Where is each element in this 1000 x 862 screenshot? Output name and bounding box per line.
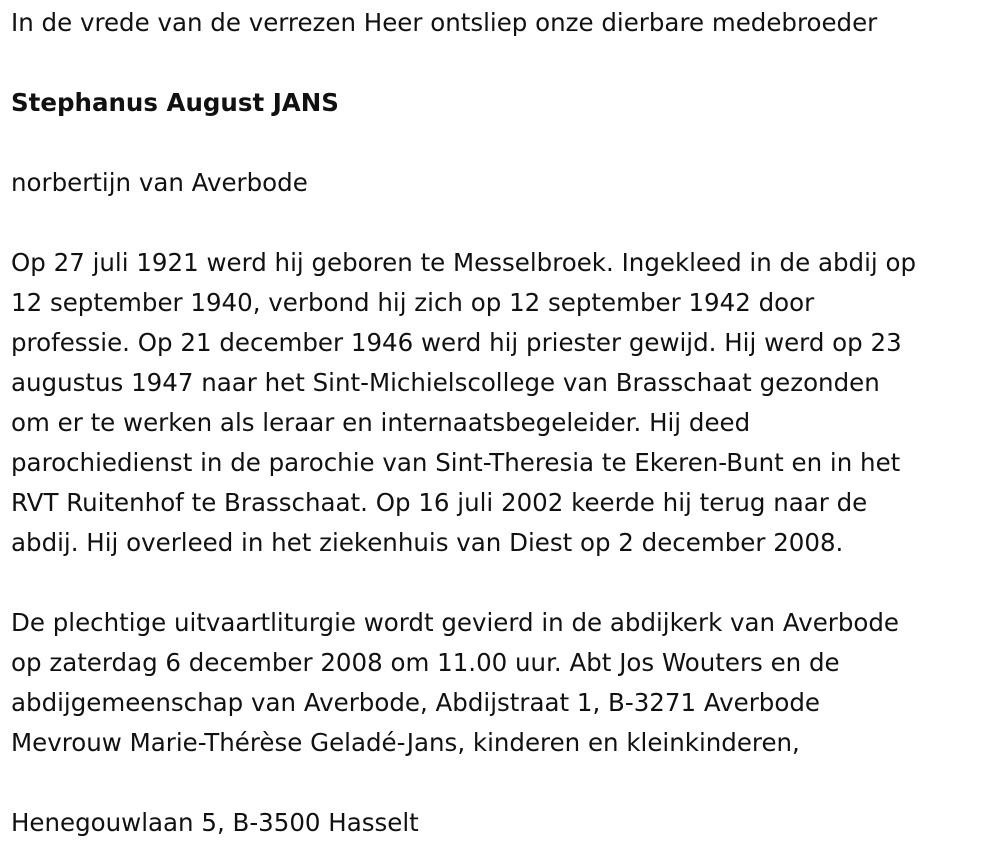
funeral-line: op zaterdag 6 december 2008 om 11.00 uur. Abt Jos Wouters en de [11, 648, 840, 677]
funeral-line: De plechtige uitvaartliturgie wordt gevierd in de abdijkerk van Averbode [11, 608, 900, 637]
biography-line: parochiedienst in de parochie van Sint-Theresia te Ekeren-Bunt en in het [11, 448, 901, 477]
biography-line: RVT Ruitenhof te Brasschaat. Op 16 juli 2002 keerde hij terug naar de [11, 488, 868, 517]
spacer [11, 563, 996, 603]
biography-line: abdij. Hij overleed in het ziekenhuis van Diest op 2 december 2008. [11, 528, 844, 557]
biography-line: augustus 1947 naar het Sint-Michielscollege van Brasschaat gezonden [11, 368, 880, 397]
intro-line: In de vrede van de verrezen Heer ontsliep onze dierbare medebroeder [11, 8, 878, 37]
biography-line: professie. Op 21 december 1946 werd hij priester gewijd. Hij werd op 23 [11, 328, 902, 357]
spacer [11, 123, 996, 163]
funeral-line: Mevrouw Marie-Thérèse Geladé-Jans, kinderen en kleinkinderen, [11, 728, 800, 757]
spacer [11, 203, 996, 243]
biography-line: om er te werken als leraar en internaatsbegeleider. Hij deed [11, 408, 751, 437]
family-address: Henegouwlaan 5, B-3500 Hasselt [11, 808, 419, 837]
funeral-line: abdijgemeenschap van Averbode, Abdijstraat 1, B-3271 Averbode [11, 688, 820, 717]
biography-line: 12 september 1940, verbond hij zich op 12 september 1942 door [11, 288, 815, 317]
biography-paragraph [11, 243, 996, 563]
biography-line: Op 27 juli 1921 werd hij geboren te Messelbroek. Ingekleed in de abdij op [11, 248, 917, 277]
obituary-document [11, 3, 996, 843]
religious-order: norbertijn van Averbode [11, 168, 308, 197]
funeral-paragraph [11, 603, 996, 763]
deceased-name: Stephanus August JANS [11, 88, 339, 117]
spacer [11, 43, 996, 83]
spacer [11, 763, 996, 803]
